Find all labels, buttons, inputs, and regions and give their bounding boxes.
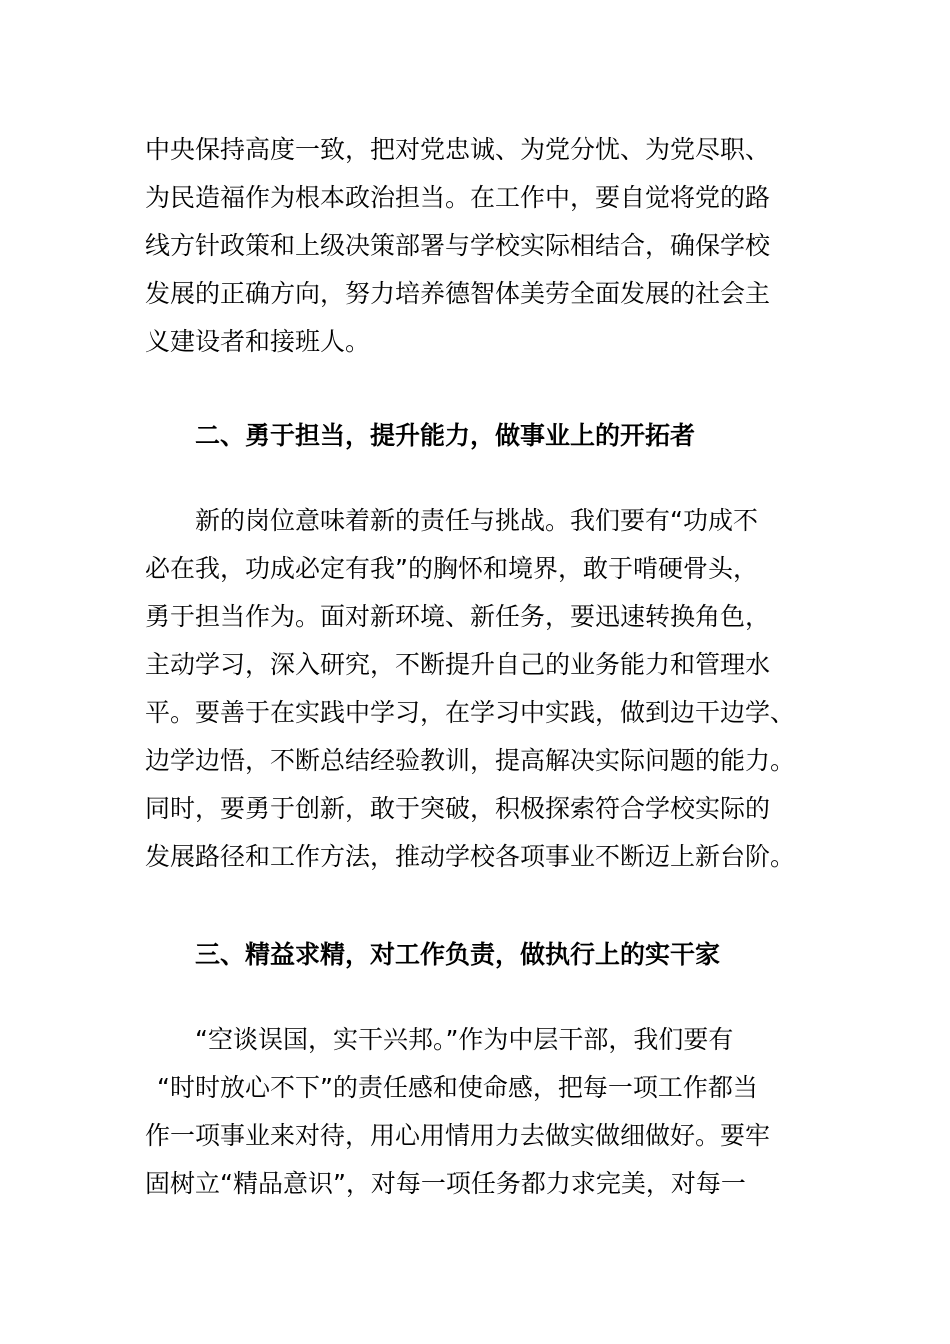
section-heading-2: 二、勇于担当，提升能力，做事业上的开拓者 xyxy=(195,421,696,450)
paragraph-line: 必在我，功成必定有我”的胸怀和境界，敢于啃硬骨头， xyxy=(145,554,758,583)
paragraph-diligence xyxy=(145,1016,805,1208)
paragraph-line: 固树立“精品意识”，对每一项任务都力求完美，对每一 xyxy=(145,1169,746,1198)
paragraph-line: 线方针政策和上级决策部署与学校实际相结合，确保学校 xyxy=(145,231,771,260)
paragraph-line: “时时放心不下”的责任感和使命感，把每一项工作都当 xyxy=(157,1073,758,1102)
paragraph-line: 平。要善于在实践中学习，在学习中实践，做到边干边学、 xyxy=(145,698,796,727)
paragraph-line: “空谈误国，实干兴邦。”作为中层干部，我们要有 xyxy=(195,1025,734,1054)
paragraph-loyalty xyxy=(145,126,805,366)
paragraph-line: 义建设者和接班人。 xyxy=(145,327,371,356)
paragraph-line: 为民造福作为根本政治担当。在工作中，要自觉将党的路 xyxy=(145,183,771,212)
paragraph-responsibility xyxy=(145,497,805,881)
paragraph-line: 作一项事业来对待，用心用情用力去做实做细做好。要牢 xyxy=(145,1121,771,1150)
paragraph-line: 勇于担当作为。面对新环境、新任务，要迅速转换角色， xyxy=(145,602,771,631)
paragraph-line: 新的岗位意味着新的责任与挑战。我们要有“功成不 xyxy=(195,506,758,535)
paragraph-line: 中央保持高度一致，把对党忠诚、为党分忧、为党尽职、 xyxy=(145,135,771,164)
section-heading-3: 三、精益求精，对工作负责，做执行上的实干家 xyxy=(195,940,721,969)
paragraph-line: 发展路径和工作方法，推动学校各项事业不断迈上新台阶。 xyxy=(145,842,796,871)
paragraph-line: 同时，要勇于创新，敢于突破，积极探索符合学校实际的 xyxy=(145,794,771,823)
paragraph-line: 主动学习，深入研究，不断提升自己的业务能力和管理水 xyxy=(145,650,771,679)
paragraph-line: 边学边悟，不断总结经验教训，提高解决实际问题的能力。 xyxy=(145,746,796,775)
paragraph-line: 发展的正确方向，努力培养德智体美劳全面发展的社会主 xyxy=(145,279,771,308)
